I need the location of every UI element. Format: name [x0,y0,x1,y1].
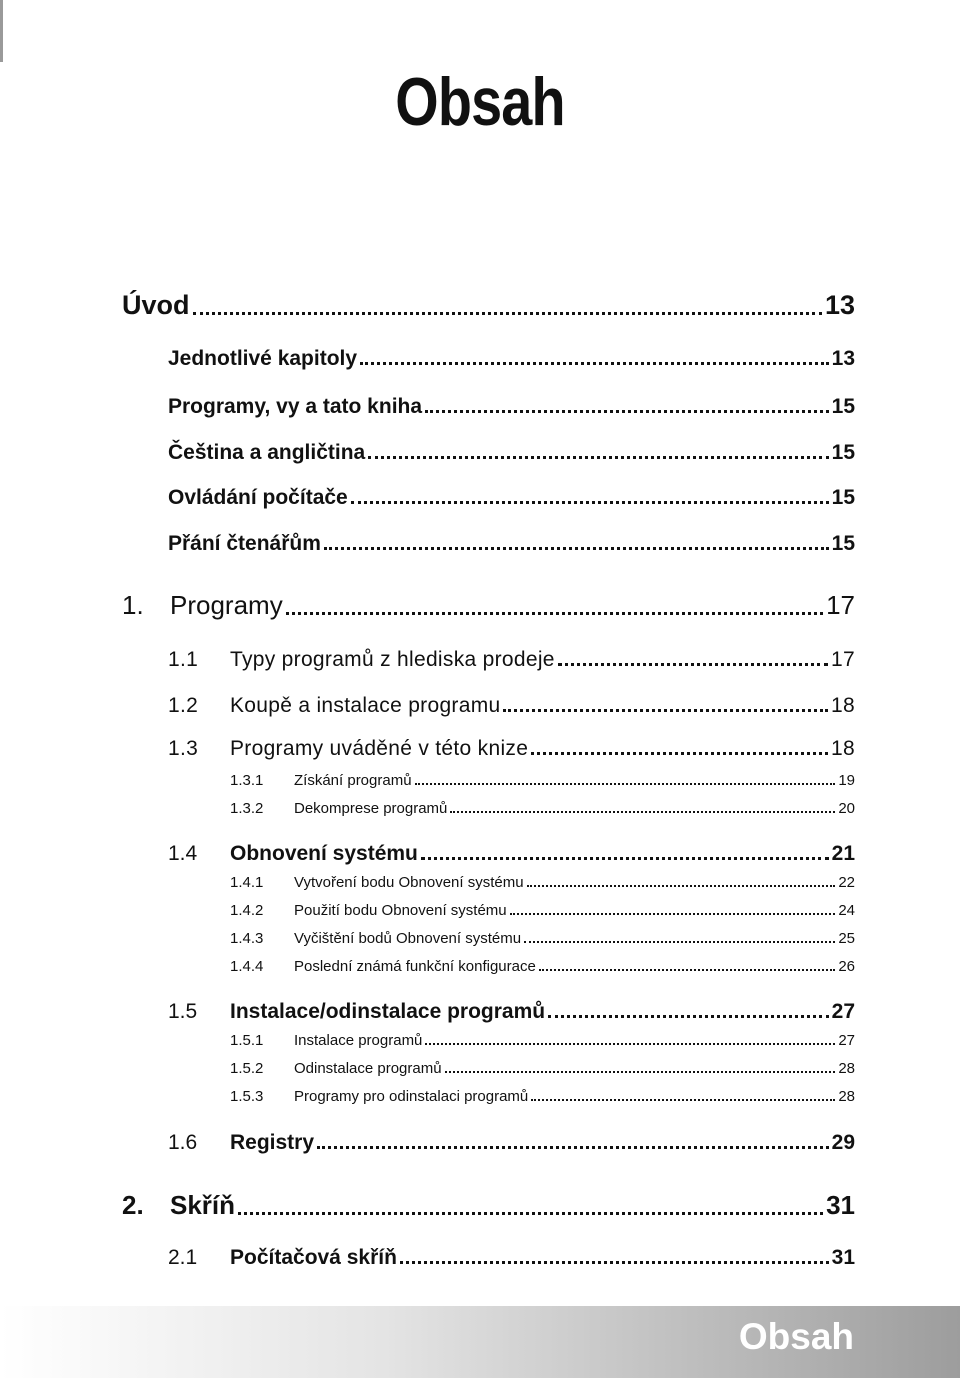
toc-entry-page: 17 [826,590,855,620]
toc-entry-page: 17 [831,648,855,671]
toc-entry-number: 1.4 [168,842,198,865]
toc-chapter-1[interactable] [122,590,855,621]
toc-entry-label: Registry [230,1131,315,1154]
toc-subsection[interactable] [230,930,855,947]
toc-entry-label: Typy programů z hlediska prodeje [230,648,555,671]
dot-leader [445,1071,836,1073]
page-edge-mark [0,0,3,62]
toc-entry-page: 15 [831,395,855,418]
toc-entry-number: 1.5.1 [230,1032,264,1049]
dot-leader [421,857,829,860]
toc-subsection[interactable] [230,874,855,891]
dot-leader [425,1043,835,1045]
toc-entry[interactable] [168,395,855,419]
toc-section[interactable] [168,1131,855,1155]
toc-entry-page: 20 [838,800,855,817]
dot-leader [527,885,836,887]
toc-entry-label: Skříň [170,1190,236,1220]
toc-subsection[interactable] [230,958,855,975]
toc-entry-uvod[interactable] [122,290,855,321]
toc-section[interactable] [168,842,855,866]
toc-entry-page: 13 [824,290,855,320]
toc-section[interactable] [168,648,855,672]
toc-subsection[interactable] [230,1088,855,1105]
toc-section[interactable] [168,1000,855,1024]
toc-entry-label: Dekomprese programů [294,800,448,817]
toc-entry-number: 1.4.1 [230,874,264,891]
dot-leader [531,1099,835,1101]
footer-section-label: Obsah [738,1316,854,1357]
toc-entry-label: Programy [170,590,283,620]
dot-leader [548,1015,829,1018]
dot-leader [193,312,822,315]
page-title: Obsah [395,64,565,140]
toc-entry-number: 1.5.3 [230,1088,264,1105]
dot-leader [360,362,829,365]
toc-entry-number: 1.4.2 [230,902,264,919]
toc-entry-label: Programy uváděné v této knize [230,737,529,760]
toc-entry[interactable] [168,441,855,465]
dot-leader [324,547,829,550]
toc-entry-page: 18 [831,694,855,717]
toc-entry-number: 1.3.1 [230,772,264,789]
dot-leader [450,811,835,813]
toc-entry-page: 24 [838,902,855,919]
toc-entry-page: 15 [831,441,855,464]
toc-entry[interactable] [168,347,855,371]
toc-section[interactable] [168,737,855,761]
dot-leader [558,663,828,666]
dot-leader [510,913,836,915]
toc-entry-label: Počítačová skříň [230,1246,397,1269]
toc-entry-page: 29 [831,1131,855,1154]
dot-leader [539,969,836,971]
toc-entry-number: 1.2 [168,694,199,717]
toc-entry-label: Úvod [122,290,190,320]
toc-entry-page: 27 [831,1000,855,1023]
toc-entry-page: 15 [831,486,855,509]
toc-entry-number: 1.1 [168,648,199,671]
toc-subsection[interactable] [230,800,855,817]
toc-entry-label: Jednotlivé kapitoly [168,347,358,370]
toc-entry-label: Instalace programů [294,1032,423,1049]
toc-subsection[interactable] [230,1060,855,1077]
toc-entry-page: 18 [831,737,855,760]
dot-leader [503,709,828,712]
toc-chapter-2[interactable] [122,1190,855,1221]
toc-section[interactable] [168,1246,855,1270]
toc-entry[interactable] [168,486,855,510]
dot-leader [415,783,836,785]
toc-entry-label: Programy pro odinstalaci programů [294,1088,529,1105]
toc-subsection[interactable] [230,772,855,789]
dot-leader [317,1146,829,1149]
toc-entry-page: 15 [831,532,855,555]
toc-entry-label: Obnovení systému [230,842,418,865]
toc-subsection[interactable] [230,1032,855,1049]
toc-entry-label: Použití bodu Obnovení systému [294,902,507,919]
dot-leader [351,501,829,504]
toc-entry-label: Poslední známá funkční konfigurace [294,958,536,975]
toc-entry-label: Ovládání počítače [168,486,348,509]
toc-entry-number: 2.1 [168,1246,198,1269]
dot-leader [524,941,835,943]
toc-entry-page: 13 [831,347,855,370]
toc-entry-page: 25 [838,930,855,947]
toc-entry-page: 28 [838,1088,855,1105]
toc-entry-label: Koupě a instalace programu [230,694,501,717]
toc-entry-number: 1.4.3 [230,930,264,947]
dot-leader [238,1212,823,1215]
dot-leader [531,752,828,755]
toc-subsection[interactable] [230,902,855,919]
toc-entry-page: 22 [838,874,855,891]
toc-entry-label: Vyčištění bodů Obnovení systému [294,930,522,947]
toc-entry-number: 1.5.2 [230,1060,264,1077]
toc-entry-page: 31 [826,1190,855,1220]
toc-entry-label: Získání programů [294,772,412,789]
toc-entry-label: Vytvoření bodu Obnovení systému [294,874,524,891]
dot-leader [368,456,828,459]
toc-entry-page: 31 [831,1246,855,1269]
dot-leader [425,410,829,413]
toc-entry-page: 21 [831,842,855,865]
toc-entry-number: 1.4.4 [230,958,264,975]
toc-entry-page: 19 [838,772,855,789]
toc-entry[interactable] [168,532,855,556]
toc-entry-label: Programy, vy a tato kniha [168,395,423,418]
toc-entry-page: 26 [838,958,855,975]
toc-entry-number: 1.5 [168,1000,198,1023]
dot-leader [286,612,823,615]
toc-entry-label: Instalace/odinstalace programů [230,1000,546,1023]
toc-entry-number: 1.6 [168,1131,198,1154]
toc-entry-label: Odinstalace programů [294,1060,442,1077]
toc-entry-number: 2. [122,1190,144,1220]
toc-entry-page: 28 [838,1060,855,1077]
toc-entry-number: 1.3.2 [230,800,264,817]
toc-section[interactable] [168,694,855,718]
toc-entry-label: Přání čtenářům [168,532,321,555]
toc-entry-page: 27 [838,1032,855,1049]
dot-leader [400,1261,829,1264]
toc-entry-number: 1.3 [168,737,199,760]
toc-entry-number: 1. [122,590,144,620]
toc-entry-label: Čeština a angličtina [168,441,366,464]
